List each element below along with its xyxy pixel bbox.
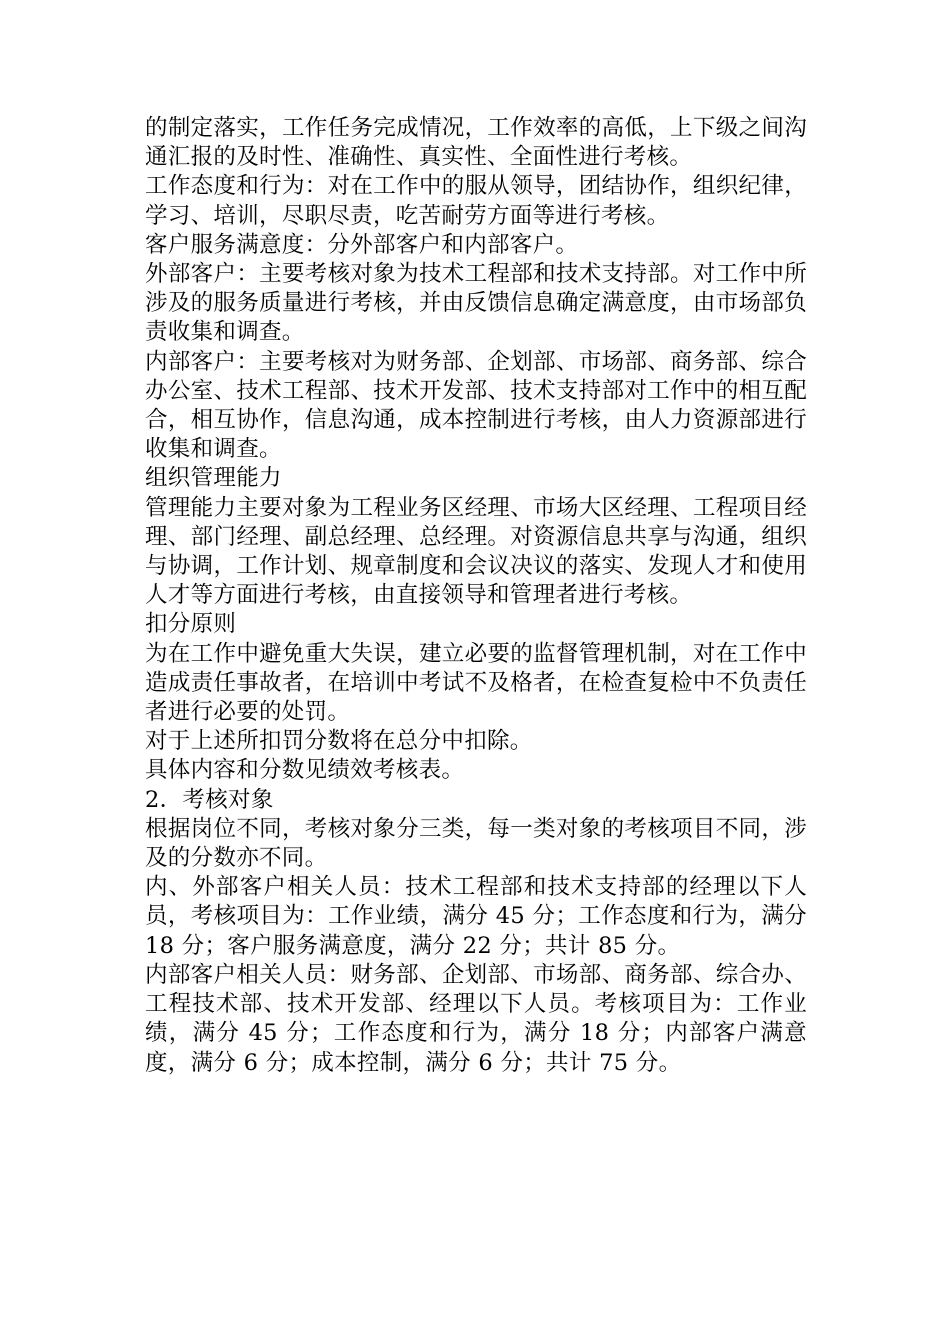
paragraph-internal-customers: 内部客户：主要考核对为财务部、企划部、市场部、商务部、综合办公室、技术工程部、技术开发部、技术支持部对工作中的相互配合，相互协作，信息沟通，成本控制进行考核，由人力资源部进行收集和调查。 <box>145 348 807 463</box>
paragraph-external-customers: 外部客户：主要考核对象为技术工程部和技术支持部。对工作中所涉及的服务质量进行考核，并由反馈信息确定满意度，由市场部负责收集和调查。 <box>145 261 807 346</box>
heading-assessment-targets: 2．考核对象 <box>145 786 274 813</box>
heading-management-ability: 组织管理能力 <box>145 465 282 492</box>
paragraph-internal-external-staff: 内、外部客户相关人员：技术工程部和技术支持部的经理以下人员，考核项目为：工作业绩，满分 45 分；工作态度和行为，满分 18 分；客户服务满意度，满分 22 分；共计 85 分。 <box>145 874 807 959</box>
heading-deduction-principle: 扣分原则 <box>145 611 237 638</box>
document-page <box>145 114 807 1078</box>
paragraph-customer-satisfaction: 客户服务满意度：分外部客户和内部客户。 <box>145 231 579 258</box>
paragraph-deduction-principle: 为在工作中避免重大失误，建立必要的监督管理机制，对在工作中造成责任事故者，在培训中考试不及格者，在检查复检中不负责任者进行必要的处罚。 <box>145 640 807 726</box>
paragraph-see-table: 具体内容和分数见绩效考核表。 <box>145 757 465 784</box>
paragraph-internal-staff: 内部客户相关人员：财务部、企划部、市场部、商务部、综合办、工程技术部、技术开发部、经理以下人员。考核项目为：工作业绩，满分 45 分；工作态度和行为，满分 18 分；内部客户满意度，满分 6 分；成本控制，满分 6 分；共计 75 分。 <box>145 961 807 1076</box>
paragraph-assessment-intro: 的制定落实，工作任务完成情况，工作效率的高低，上下级之间沟通汇报的及时性、准确性、真实性、全面性进行考核。 <box>145 115 807 171</box>
paragraph-management-ability: 管理能力主要对象为工程业务区经理、市场大区经理、工程项目经理、部门经理、副总经理、总经理。对资源信息共享与沟通，组织与协调，工作计划、规章制度和会议决议的落实、发现人才和使用人才等方面进行考核，由直接领导和管理者进行考核。 <box>145 494 807 609</box>
paragraph-deduction-total: 对于上述所扣罚分数将在总分中扣除。 <box>145 728 533 755</box>
paragraph-work-attitude: 工作态度和行为：对在工作中的服从领导，团结协作，组织纪律，学习、培训，尽职尽责，吃苦耐劳方面等进行考核。 <box>145 173 807 229</box>
paragraph-three-categories: 根据岗位不同，考核对象分三类，每一类对象的考核项目不同，涉及的分数亦不同。 <box>145 815 807 872</box>
